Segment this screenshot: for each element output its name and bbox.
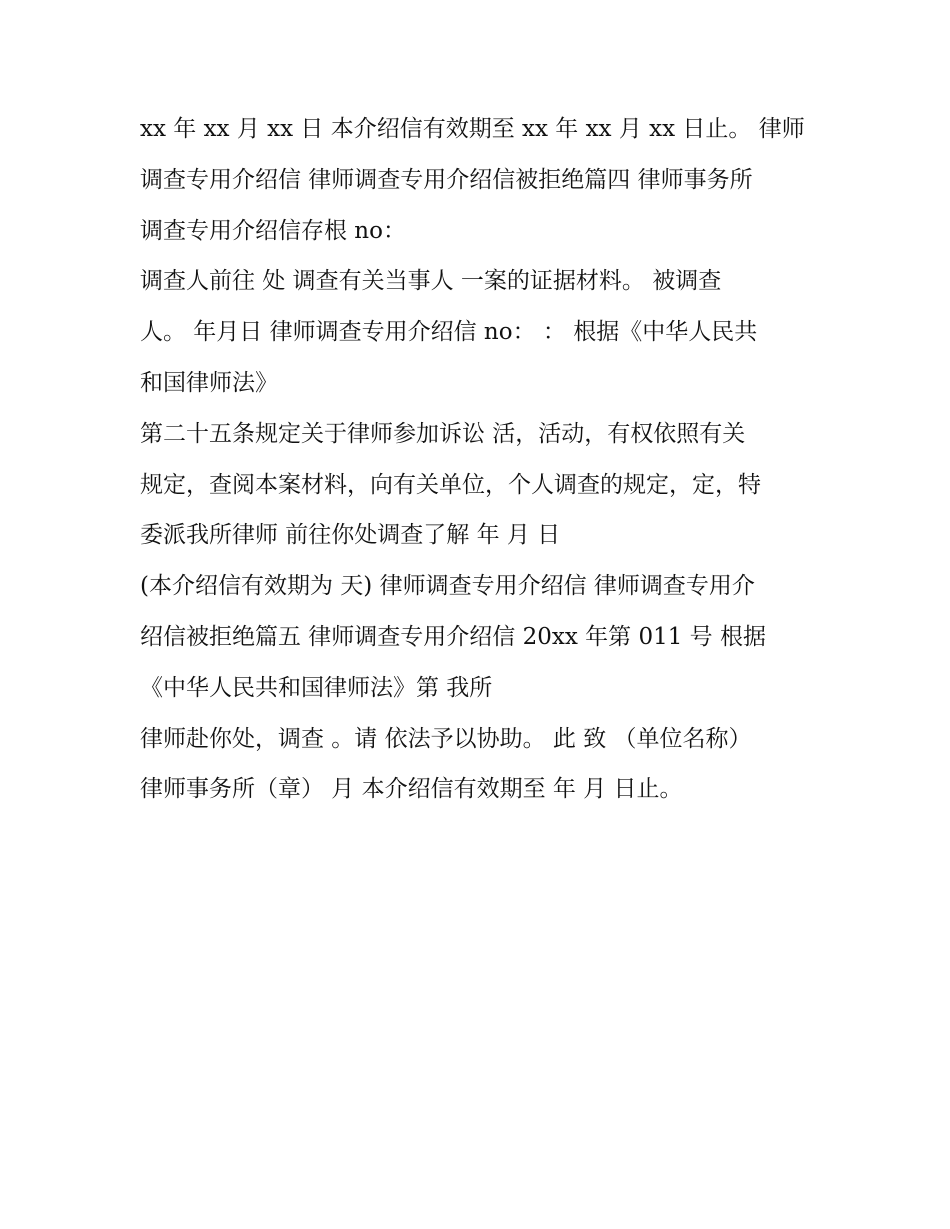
text-line-7: 第二十五条规定关于律师参加诉讼 活，活动，有权依照有关: [140, 420, 746, 447]
text-line-14: 律师事务所（章） 月 本介绍信有效期至 年 月 日止。: [140, 776, 683, 803]
text-line-4: 调查人前往 处 调查有关当事人 一案的证据材料。 被调查: [140, 268, 722, 295]
text-line-1: xx 年 xx 月 xx 日 本介绍信有效期至 xx 年 xx 月 xx 日止。 律师: [140, 116, 805, 142]
text-line-9: 委派我所律师 前往你处调查了解 年 月 日: [140, 522, 561, 549]
text-line-3: 调查专用介绍信存根 no：: [140, 217, 406, 244]
text-line-11: 绍信被拒绝篇五 律师调查专用介绍信 20xx 年第 011 号 根据: [140, 623, 766, 650]
text-line-13: 律师赴你处，调查 。请 依法予以协助。 此 致 （单位名称）: [140, 725, 752, 752]
text-line-6: 和国律师法》: [140, 369, 278, 396]
document-body: [140, 104, 830, 815]
text-line-12: 《中华人民共和国律师法》第 我所: [140, 674, 493, 701]
text-line-2: 调查专用介绍信 律师调查专用介绍信被拒绝篇四 律师事务所: [140, 166, 753, 193]
text-line-8: 规定，查阅本案材料，向有关单位，个人调查的规定，定，特: [140, 471, 761, 498]
text-line-5: 人。 年月日 律师调查专用介绍信 no： ： 根据《中华人民共: [140, 319, 758, 346]
text-line-10: (本介绍信有效期为 天) 律师调查专用介绍信 律师调查专用介: [140, 573, 755, 600]
